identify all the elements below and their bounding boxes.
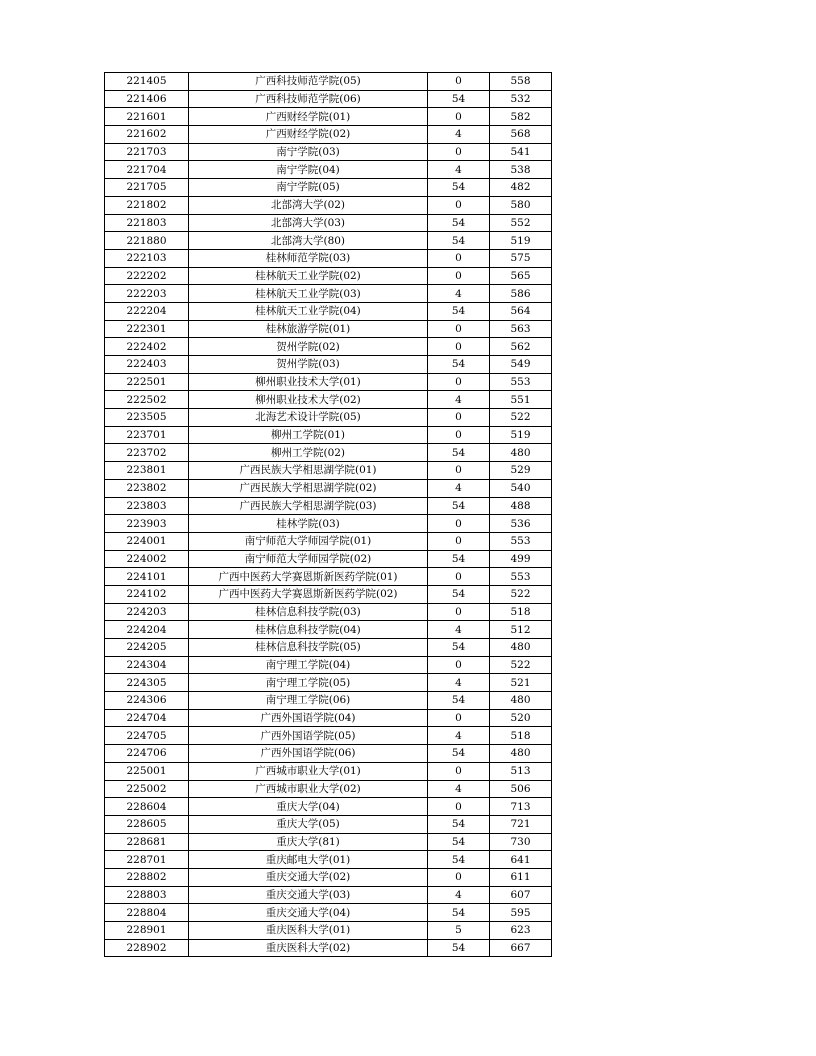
code-cell: 222403 bbox=[105, 356, 189, 374]
count-cell: 54 bbox=[428, 639, 490, 657]
score-cell: 721 bbox=[490, 815, 552, 833]
score-cell: 553 bbox=[490, 373, 552, 391]
count-cell: 54 bbox=[428, 585, 490, 603]
score-cell: 580 bbox=[490, 196, 552, 214]
table-row bbox=[105, 196, 552, 214]
table-row bbox=[105, 302, 552, 320]
code-cell: 221406 bbox=[105, 90, 189, 108]
score-cell: 564 bbox=[490, 302, 552, 320]
school-name-cell: 贺州学院(02) bbox=[189, 338, 428, 356]
score-cell: 480 bbox=[490, 692, 552, 710]
count-cell: 4 bbox=[428, 727, 490, 745]
count-cell: 54 bbox=[428, 745, 490, 763]
score-cell: 558 bbox=[490, 73, 552, 91]
table-row bbox=[105, 904, 552, 922]
score-cell: 519 bbox=[490, 232, 552, 250]
code-cell: 223701 bbox=[105, 426, 189, 444]
code-cell: 224101 bbox=[105, 568, 189, 586]
code-cell: 222103 bbox=[105, 249, 189, 267]
code-cell: 224706 bbox=[105, 745, 189, 763]
table-row bbox=[105, 409, 552, 427]
code-cell: 223702 bbox=[105, 444, 189, 462]
code-cell: 222502 bbox=[105, 391, 189, 409]
score-cell: 565 bbox=[490, 267, 552, 285]
score-cell: 522 bbox=[490, 585, 552, 603]
table-row bbox=[105, 90, 552, 108]
code-cell: 224204 bbox=[105, 621, 189, 639]
code-cell: 222402 bbox=[105, 338, 189, 356]
table-row bbox=[105, 656, 552, 674]
table-row bbox=[105, 161, 552, 179]
count-cell: 4 bbox=[428, 674, 490, 692]
school-name-cell: 桂林信息科技学院(04) bbox=[189, 621, 428, 639]
score-cell: 512 bbox=[490, 621, 552, 639]
code-cell: 228901 bbox=[105, 922, 189, 940]
school-name-cell: 桂林航天工业学院(04) bbox=[189, 302, 428, 320]
count-cell: 0 bbox=[428, 868, 490, 886]
code-cell: 228681 bbox=[105, 833, 189, 851]
code-cell: 228803 bbox=[105, 886, 189, 904]
count-cell: 54 bbox=[428, 232, 490, 250]
code-cell: 228802 bbox=[105, 868, 189, 886]
school-name-cell: 桂林旅游学院(01) bbox=[189, 320, 428, 338]
score-cell: 529 bbox=[490, 462, 552, 480]
code-cell: 221704 bbox=[105, 161, 189, 179]
table-row bbox=[105, 126, 552, 144]
school-name-cell: 南宁师范大学师园学院(01) bbox=[189, 532, 428, 550]
table-row bbox=[105, 108, 552, 126]
school-name-cell: 南宁理工学院(04) bbox=[189, 656, 428, 674]
code-cell: 221703 bbox=[105, 143, 189, 161]
score-cell: 480 bbox=[490, 745, 552, 763]
school-name-cell: 广西外国语学院(06) bbox=[189, 745, 428, 763]
school-name-cell: 南宁师范大学师园学院(02) bbox=[189, 550, 428, 568]
table-row bbox=[105, 815, 552, 833]
table-row bbox=[105, 532, 552, 550]
score-cell: 518 bbox=[490, 603, 552, 621]
count-cell: 54 bbox=[428, 815, 490, 833]
score-cell: 563 bbox=[490, 320, 552, 338]
table-row bbox=[105, 515, 552, 533]
score-cell: 553 bbox=[490, 532, 552, 550]
school-name-cell: 南宁学院(03) bbox=[189, 143, 428, 161]
school-name-cell: 北部湾大学(03) bbox=[189, 214, 428, 232]
table-row bbox=[105, 497, 552, 515]
school-name-cell: 广西城市职业大学(01) bbox=[189, 762, 428, 780]
school-name-cell: 广西民族大学相思湖学院(01) bbox=[189, 462, 428, 480]
code-cell: 222301 bbox=[105, 320, 189, 338]
code-cell: 224304 bbox=[105, 656, 189, 674]
score-cell: 541 bbox=[490, 143, 552, 161]
code-cell: 224704 bbox=[105, 709, 189, 727]
school-name-cell: 广西外国语学院(04) bbox=[189, 709, 428, 727]
code-cell: 225002 bbox=[105, 780, 189, 798]
score-cell: 667 bbox=[490, 939, 552, 957]
count-cell: 4 bbox=[428, 479, 490, 497]
code-cell: 224203 bbox=[105, 603, 189, 621]
table-row bbox=[105, 391, 552, 409]
score-cell: 536 bbox=[490, 515, 552, 533]
count-cell: 54 bbox=[428, 302, 490, 320]
school-name-cell: 柳州工学院(01) bbox=[189, 426, 428, 444]
school-name-cell: 北部湾大学(80) bbox=[189, 232, 428, 250]
count-cell: 54 bbox=[428, 833, 490, 851]
count-cell: 5 bbox=[428, 922, 490, 940]
count-cell: 0 bbox=[428, 532, 490, 550]
table-row bbox=[105, 73, 552, 91]
table-row bbox=[105, 232, 552, 250]
code-cell: 222501 bbox=[105, 373, 189, 391]
code-cell: 224306 bbox=[105, 692, 189, 710]
code-cell: 225001 bbox=[105, 762, 189, 780]
code-cell: 222204 bbox=[105, 302, 189, 320]
score-cell: 713 bbox=[490, 798, 552, 816]
score-cell: 488 bbox=[490, 497, 552, 515]
code-cell: 222203 bbox=[105, 285, 189, 303]
score-cell: 623 bbox=[490, 922, 552, 940]
school-name-cell: 广西外国语学院(05) bbox=[189, 727, 428, 745]
score-cell: 520 bbox=[490, 709, 552, 727]
table-row bbox=[105, 568, 552, 586]
score-cell: 480 bbox=[490, 444, 552, 462]
score-cell: 518 bbox=[490, 727, 552, 745]
table-row bbox=[105, 373, 552, 391]
code-cell: 228604 bbox=[105, 798, 189, 816]
count-cell: 0 bbox=[428, 143, 490, 161]
count-cell: 0 bbox=[428, 320, 490, 338]
score-cell: 532 bbox=[490, 90, 552, 108]
table-row bbox=[105, 727, 552, 745]
count-cell: 0 bbox=[428, 798, 490, 816]
table-row bbox=[105, 780, 552, 798]
school-name-cell: 桂林学院(03) bbox=[189, 515, 428, 533]
school-name-cell: 桂林航天工业学院(03) bbox=[189, 285, 428, 303]
code-cell: 221602 bbox=[105, 126, 189, 144]
school-name-cell: 重庆大学(81) bbox=[189, 833, 428, 851]
score-cell: 522 bbox=[490, 656, 552, 674]
code-cell: 224001 bbox=[105, 532, 189, 550]
score-cell: 552 bbox=[490, 214, 552, 232]
count-cell: 54 bbox=[428, 214, 490, 232]
school-name-cell: 重庆大学(05) bbox=[189, 815, 428, 833]
score-cell: 568 bbox=[490, 126, 552, 144]
count-cell: 54 bbox=[428, 851, 490, 869]
score-cell: 553 bbox=[490, 568, 552, 586]
table-body bbox=[105, 73, 552, 957]
school-name-cell: 北部湾大学(02) bbox=[189, 196, 428, 214]
count-cell: 54 bbox=[428, 904, 490, 922]
count-cell: 0 bbox=[428, 196, 490, 214]
count-cell: 0 bbox=[428, 249, 490, 267]
count-cell: 54 bbox=[428, 444, 490, 462]
count-cell: 4 bbox=[428, 621, 490, 639]
score-cell: 519 bbox=[490, 426, 552, 444]
school-name-cell: 贺州学院(03) bbox=[189, 356, 428, 374]
table-row bbox=[105, 886, 552, 904]
count-cell: 0 bbox=[428, 568, 490, 586]
score-cell: 499 bbox=[490, 550, 552, 568]
count-cell: 0 bbox=[428, 515, 490, 533]
score-cell: 586 bbox=[490, 285, 552, 303]
count-cell: 0 bbox=[428, 656, 490, 674]
table-row bbox=[105, 922, 552, 940]
score-cell: 730 bbox=[490, 833, 552, 851]
table-row bbox=[105, 249, 552, 267]
count-cell: 0 bbox=[428, 603, 490, 621]
table-row bbox=[105, 674, 552, 692]
school-name-cell: 重庆医科大学(01) bbox=[189, 922, 428, 940]
code-cell: 228804 bbox=[105, 904, 189, 922]
count-cell: 54 bbox=[428, 90, 490, 108]
school-name-cell: 广西城市职业大学(02) bbox=[189, 780, 428, 798]
code-cell: 224102 bbox=[105, 585, 189, 603]
code-cell: 224002 bbox=[105, 550, 189, 568]
school-name-cell: 南宁理工学院(06) bbox=[189, 692, 428, 710]
table-row bbox=[105, 709, 552, 727]
table-row bbox=[105, 798, 552, 816]
school-name-cell: 北海艺术设计学院(05) bbox=[189, 409, 428, 427]
table-row bbox=[105, 639, 552, 657]
code-cell: 224305 bbox=[105, 674, 189, 692]
count-cell: 4 bbox=[428, 780, 490, 798]
table-row bbox=[105, 603, 552, 621]
school-name-cell: 桂林信息科技学院(05) bbox=[189, 639, 428, 657]
score-cell: 521 bbox=[490, 674, 552, 692]
count-cell: 0 bbox=[428, 762, 490, 780]
count-cell: 4 bbox=[428, 391, 490, 409]
table-row bbox=[105, 762, 552, 780]
count-cell: 0 bbox=[428, 709, 490, 727]
count-cell: 0 bbox=[428, 267, 490, 285]
code-cell: 223903 bbox=[105, 515, 189, 533]
table-row bbox=[105, 868, 552, 886]
code-cell: 221802 bbox=[105, 196, 189, 214]
code-cell: 221601 bbox=[105, 108, 189, 126]
table-row bbox=[105, 479, 552, 497]
count-cell: 0 bbox=[428, 409, 490, 427]
count-cell: 4 bbox=[428, 886, 490, 904]
school-name-cell: 南宁学院(05) bbox=[189, 179, 428, 197]
code-cell: 221803 bbox=[105, 214, 189, 232]
table-row bbox=[105, 444, 552, 462]
score-cell: 480 bbox=[490, 639, 552, 657]
table-row bbox=[105, 179, 552, 197]
count-cell: 0 bbox=[428, 426, 490, 444]
score-cell: 582 bbox=[490, 108, 552, 126]
table-row bbox=[105, 851, 552, 869]
count-cell: 54 bbox=[428, 497, 490, 515]
count-cell: 4 bbox=[428, 161, 490, 179]
score-cell: 607 bbox=[490, 886, 552, 904]
school-name-cell: 桂林航天工业学院(02) bbox=[189, 267, 428, 285]
school-name-cell: 重庆医科大学(02) bbox=[189, 939, 428, 957]
code-cell: 224705 bbox=[105, 727, 189, 745]
table-row bbox=[105, 462, 552, 480]
school-name-cell: 广西科技师范学院(05) bbox=[189, 73, 428, 91]
code-cell: 221405 bbox=[105, 73, 189, 91]
table-row bbox=[105, 621, 552, 639]
school-name-cell: 柳州职业技术大学(02) bbox=[189, 391, 428, 409]
school-name-cell: 桂林师范学院(03) bbox=[189, 249, 428, 267]
table-row bbox=[105, 939, 552, 957]
school-name-cell: 柳州职业技术大学(01) bbox=[189, 373, 428, 391]
school-name-cell: 重庆大学(04) bbox=[189, 798, 428, 816]
code-cell: 223802 bbox=[105, 479, 189, 497]
table-row bbox=[105, 550, 552, 568]
count-cell: 4 bbox=[428, 126, 490, 144]
code-cell: 228902 bbox=[105, 939, 189, 957]
count-cell: 54 bbox=[428, 939, 490, 957]
code-cell: 224205 bbox=[105, 639, 189, 657]
school-name-cell: 广西中医药大学赛恩斯新医药学院(01) bbox=[189, 568, 428, 586]
school-name-cell: 重庆邮电大学(01) bbox=[189, 851, 428, 869]
count-cell: 0 bbox=[428, 73, 490, 91]
admission-score-table bbox=[104, 72, 552, 957]
count-cell: 54 bbox=[428, 179, 490, 197]
table-row bbox=[105, 320, 552, 338]
count-cell: 0 bbox=[428, 462, 490, 480]
school-name-cell: 广西民族大学相思湖学院(03) bbox=[189, 497, 428, 515]
table-row bbox=[105, 833, 552, 851]
school-name-cell: 广西财经学院(02) bbox=[189, 126, 428, 144]
table-row bbox=[105, 745, 552, 763]
table-row bbox=[105, 585, 552, 603]
table-row bbox=[105, 338, 552, 356]
school-name-cell: 广西民族大学相思湖学院(02) bbox=[189, 479, 428, 497]
score-cell: 562 bbox=[490, 338, 552, 356]
code-cell: 228605 bbox=[105, 815, 189, 833]
school-name-cell: 柳州工学院(02) bbox=[189, 444, 428, 462]
code-cell: 228701 bbox=[105, 851, 189, 869]
table-row bbox=[105, 143, 552, 161]
score-cell: 595 bbox=[490, 904, 552, 922]
score-cell: 482 bbox=[490, 179, 552, 197]
code-cell: 223801 bbox=[105, 462, 189, 480]
count-cell: 54 bbox=[428, 356, 490, 374]
school-name-cell: 重庆交通大学(04) bbox=[189, 904, 428, 922]
score-cell: 513 bbox=[490, 762, 552, 780]
score-cell: 551 bbox=[490, 391, 552, 409]
score-cell: 549 bbox=[490, 356, 552, 374]
score-cell: 540 bbox=[490, 479, 552, 497]
table-row bbox=[105, 267, 552, 285]
code-cell: 221880 bbox=[105, 232, 189, 250]
code-cell: 223803 bbox=[105, 497, 189, 515]
school-name-cell: 南宁理工学院(05) bbox=[189, 674, 428, 692]
code-cell: 221705 bbox=[105, 179, 189, 197]
table-row bbox=[105, 285, 552, 303]
count-cell: 0 bbox=[428, 338, 490, 356]
count-cell: 0 bbox=[428, 108, 490, 126]
school-name-cell: 广西科技师范学院(06) bbox=[189, 90, 428, 108]
count-cell: 54 bbox=[428, 550, 490, 568]
score-cell: 575 bbox=[490, 249, 552, 267]
school-name-cell: 广西中医药大学赛恩斯新医药学院(02) bbox=[189, 585, 428, 603]
school-name-cell: 广西财经学院(01) bbox=[189, 108, 428, 126]
score-cell: 641 bbox=[490, 851, 552, 869]
score-cell: 522 bbox=[490, 409, 552, 427]
count-cell: 0 bbox=[428, 373, 490, 391]
count-cell: 4 bbox=[428, 285, 490, 303]
score-cell: 538 bbox=[490, 161, 552, 179]
count-cell: 54 bbox=[428, 692, 490, 710]
school-name-cell: 重庆交通大学(03) bbox=[189, 886, 428, 904]
score-cell: 506 bbox=[490, 780, 552, 798]
code-cell: 222202 bbox=[105, 267, 189, 285]
table-row bbox=[105, 356, 552, 374]
table-row bbox=[105, 692, 552, 710]
school-name-cell: 桂林信息科技学院(03) bbox=[189, 603, 428, 621]
code-cell: 223505 bbox=[105, 409, 189, 427]
score-cell: 611 bbox=[490, 868, 552, 886]
table-row bbox=[105, 426, 552, 444]
school-name-cell: 南宁学院(04) bbox=[189, 161, 428, 179]
school-name-cell: 重庆交通大学(02) bbox=[189, 868, 428, 886]
table-row bbox=[105, 214, 552, 232]
